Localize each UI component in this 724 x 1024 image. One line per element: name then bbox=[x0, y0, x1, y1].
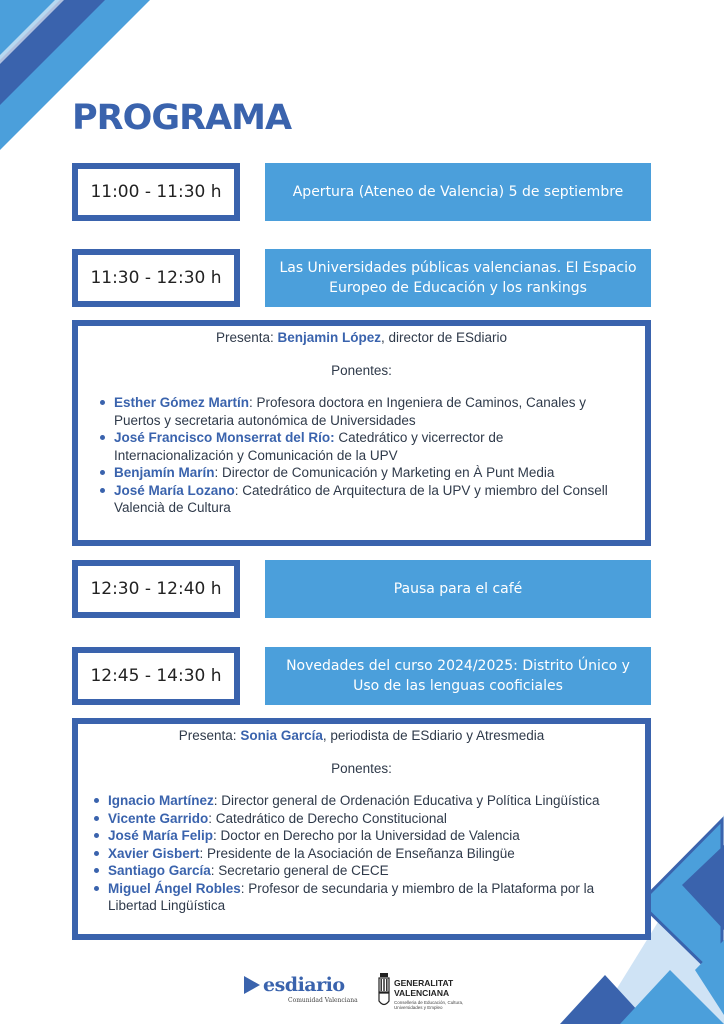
list-item bbox=[108, 845, 623, 863]
list-item bbox=[108, 862, 623, 880]
speaker-desc: : Secretario general de CECE bbox=[210, 863, 389, 878]
speaker-desc: : Presidente de la Asociación de Enseñanza Bilingüe bbox=[199, 845, 515, 861]
list-item bbox=[114, 482, 623, 517]
speaker-desc: : Director de Comunicación y Marketing en À Punt Media bbox=[214, 465, 555, 480]
speaker-name: Santiago García bbox=[108, 863, 211, 878]
time-slot: 12:45 - 14:30 h bbox=[72, 647, 240, 705]
speaker-name: Benjamín Marín bbox=[114, 465, 215, 480]
list-item bbox=[114, 464, 623, 482]
speaker-desc: : Doctor en Derecho por la Universidad de Valencia bbox=[213, 828, 520, 843]
esdiario-logo: esdiario bbox=[244, 974, 345, 996]
play-icon bbox=[244, 976, 260, 994]
speaker-name: José María Felip bbox=[108, 828, 214, 843]
speaker-desc: Catedrático y vicerrector de Internacionalización y Comunicación de la UPV bbox=[114, 430, 504, 463]
time-slot: 11:00 - 11:30 h bbox=[72, 163, 240, 221]
list-item bbox=[108, 792, 623, 810]
speaker-desc: : Profesor de secundaria y miembro de la Plataforma por la Libertad Lingüística bbox=[108, 880, 595, 913]
speaker-name: José María Lozano bbox=[114, 482, 235, 498]
speaker-name: Vicente Garrido bbox=[108, 810, 209, 826]
speakers-list bbox=[78, 394, 645, 517]
speaker-name: Esther Gómez Martín bbox=[114, 395, 250, 410]
speaker-name: Miguel Ángel Robles bbox=[108, 880, 241, 896]
presenter-line: Presenta: Sonia García, periodista de ESdiario y Atresmedia bbox=[178, 728, 545, 743]
page-title: PROGRAMA bbox=[72, 98, 292, 138]
presenter-name: Sonia García bbox=[240, 728, 323, 743]
time-slot: 11:30 - 12:30 h bbox=[72, 249, 240, 307]
speaker-desc: : Catedrático de Arquitectura de la UPV y miembro del Consell Valencià de Cultura bbox=[114, 482, 608, 515]
list-item bbox=[108, 810, 623, 828]
ponentes-heading: Ponentes: bbox=[331, 761, 392, 776]
session-title: Apertura (Ateneo de Valencia) 5 de septiembre bbox=[265, 163, 651, 221]
speakers-panel bbox=[72, 320, 651, 546]
generalitat-name: GENERALITAT VALENCIANA bbox=[394, 978, 454, 998]
speaker-name: Xavier Gisbert bbox=[108, 845, 200, 861]
speaker-name: José Francisco Monserrat del Río: bbox=[114, 430, 335, 445]
session-title: Pausa para el café bbox=[265, 560, 651, 618]
session-title: Novedades del curso 2024/2025: Distrito Único y Uso de las lenguas cooficiales bbox=[265, 647, 651, 705]
presenter-line: Presenta: Benjamin López, director de ESdiario bbox=[215, 330, 508, 345]
speaker-desc: : Catedrático de Derecho Constitucional bbox=[208, 810, 447, 826]
session-title: Las Universidades públicas valencianas. El Espacio Europeo de Educación y los rankings bbox=[265, 249, 651, 307]
time-slot: 12:30 - 12:40 h bbox=[72, 560, 240, 618]
speaker-desc: : Profesora doctora en Ingeniera de Caminos, Canales y Puertos y secretaria autonómica de Universidades bbox=[114, 395, 586, 428]
crest-icon bbox=[377, 973, 391, 1009]
list-item bbox=[108, 827, 623, 845]
speakers-list bbox=[78, 792, 645, 915]
speakers-panel bbox=[72, 718, 651, 940]
footer-logos bbox=[240, 970, 480, 1015]
list-item bbox=[114, 429, 623, 464]
esdiario-subtitle: Comunidad Valenciana bbox=[288, 997, 358, 1004]
speaker-name: Ignacio Martínez bbox=[108, 793, 214, 808]
list-item bbox=[114, 394, 623, 429]
speaker-desc: : Director general de Ordenación Educativa y Política Lingüística bbox=[213, 793, 600, 808]
conselleria-name: Conselleria de Educación, Cultura, Universidades y Empleo bbox=[394, 1000, 464, 1010]
list-item bbox=[108, 880, 623, 915]
presenter-name: Benjamin López bbox=[277, 330, 381, 345]
ponentes-heading: Ponentes: bbox=[331, 363, 392, 378]
